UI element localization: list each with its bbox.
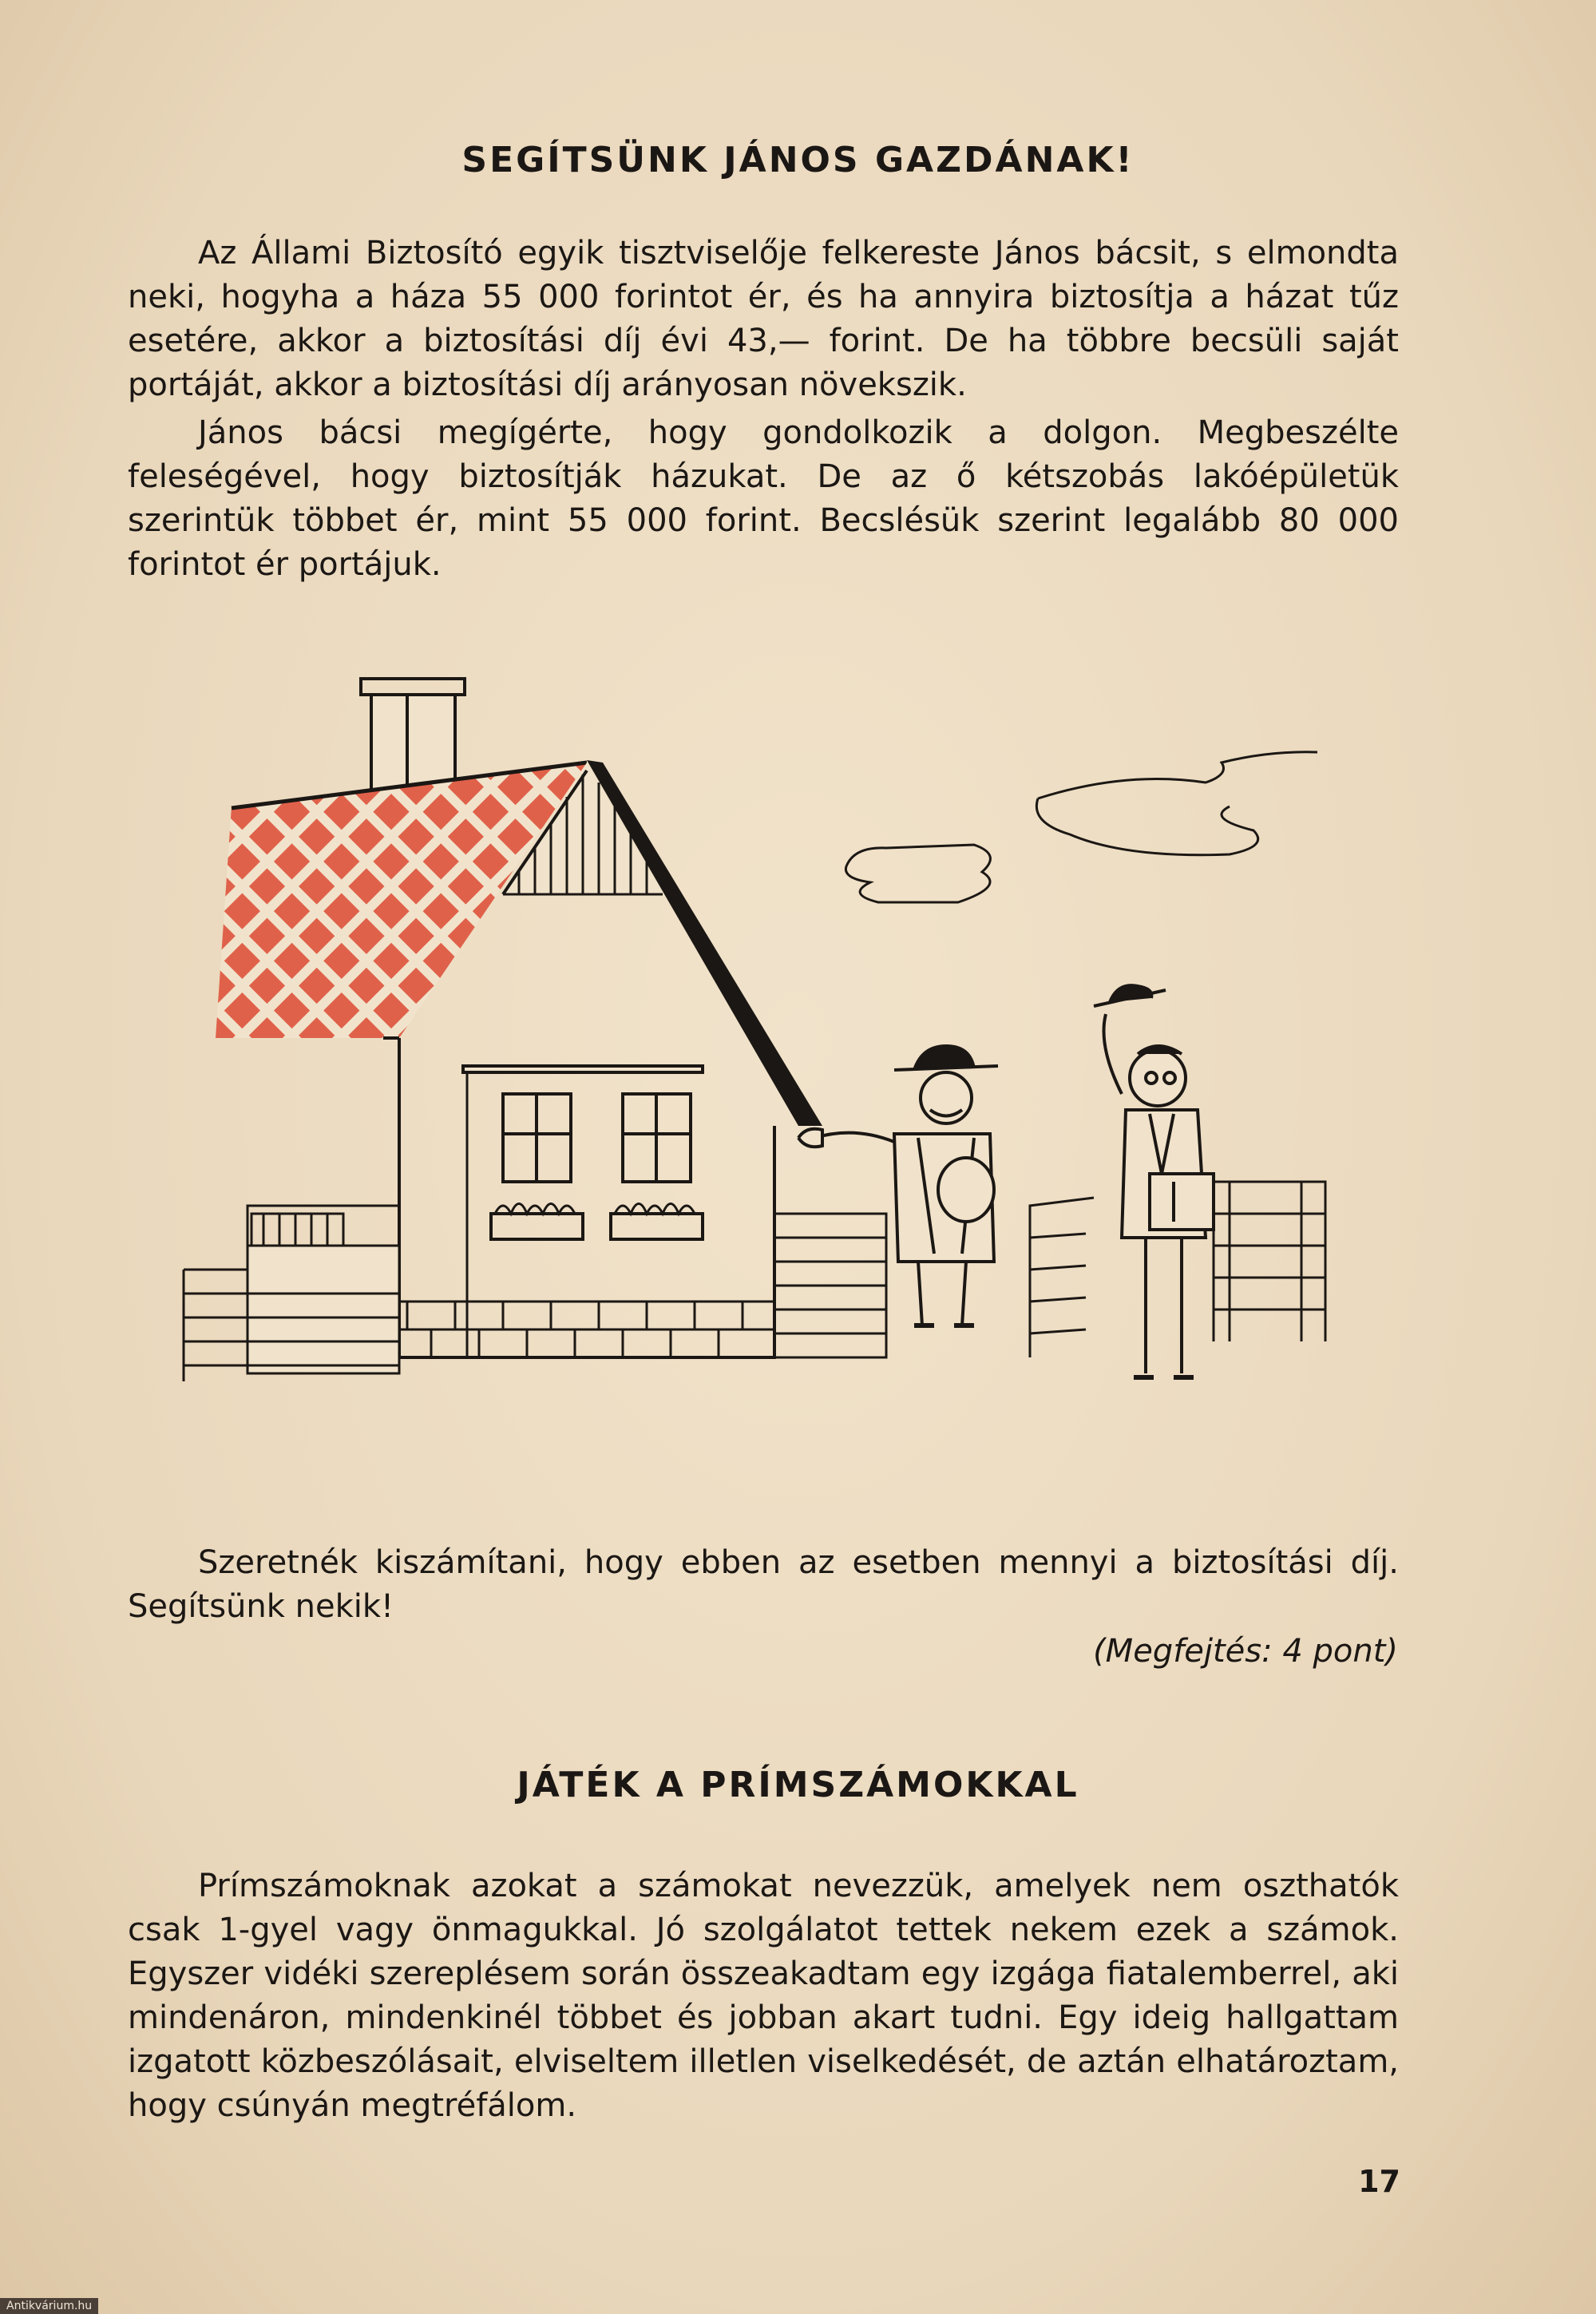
house-wall — [383, 1038, 774, 1357]
agent-figure — [1094, 985, 1214, 1377]
points-note: (Megfejtés: 4 pont) — [1093, 1633, 1398, 1670]
cloud-left — [846, 845, 990, 902]
chimney — [361, 679, 465, 790]
window-left — [491, 1094, 583, 1239]
cloud-right — [1036, 752, 1317, 855]
brick-base — [375, 1302, 774, 1357]
paragraph-2: János bácsi megígérte, hogy gondolkozik a dolgon. Megbeszélte feleségével, hogy biztosítják házukat. De az ő kétszobás lakóépületük szerintük többet ér, mint 55 000 forint. Becslésük szerint legalább 80 000 forintot ér portájuk. — [128, 414, 1399, 583]
paragraph-1: Az Állami Biztosító egyik tisztviselője felkereste János bácsit, s elmondta neki, hogyha a háza 55 000 forintot ér, és ha annyira biztosítja a házat tűz esetére, akkor a biztosítási díj évi 43,— forint. De ha többre becsüli saját portáját, akkor a biztosítási díj arányosan növekszik. — [128, 235, 1399, 403]
watermark: Antikvárium.hu — [0, 2298, 98, 2314]
page-number: 17 — [1358, 2164, 1400, 2199]
question-paragraph: Szeretnék kiszámítani, hogy ebben az esetben mennyi a biztosítási díj. Segítsünk nekik! — [128, 1544, 1399, 1625]
section-title-2: JÁTÉK A PRÍMSZÁMOKKAL — [517, 1765, 1079, 1805]
gate-fence — [774, 1214, 886, 1357]
left-fence — [184, 1206, 399, 1381]
section-title-1: SEGÍTSÜNK JÁNOS GAZDÁNAK! — [461, 140, 1135, 180]
tiled-roof — [216, 763, 587, 1038]
farmer-figure — [798, 1046, 998, 1325]
paragraph-primes: Prímszámoknak azokat a számokat nevezzük, amelyek nem oszthatók csak 1-gyel vagy önmagukkal. Jó szolgálatot tettek nekem ezek a számok. Egyszer vidéki szereplésem során összeakadtam egy izgága fiatalemberrel, aki mindenáron, mindenkinél többet és jobban akart tudni. Egy ideig hallgattam izgatott közbeszólásait, elviseltem illetlen viselkedését, de aztán elhatároztam, hogy csúnyán megtréfálom. — [128, 1868, 1399, 2124]
house-illustration — [168, 663, 1349, 1405]
window-right — [611, 1094, 703, 1239]
